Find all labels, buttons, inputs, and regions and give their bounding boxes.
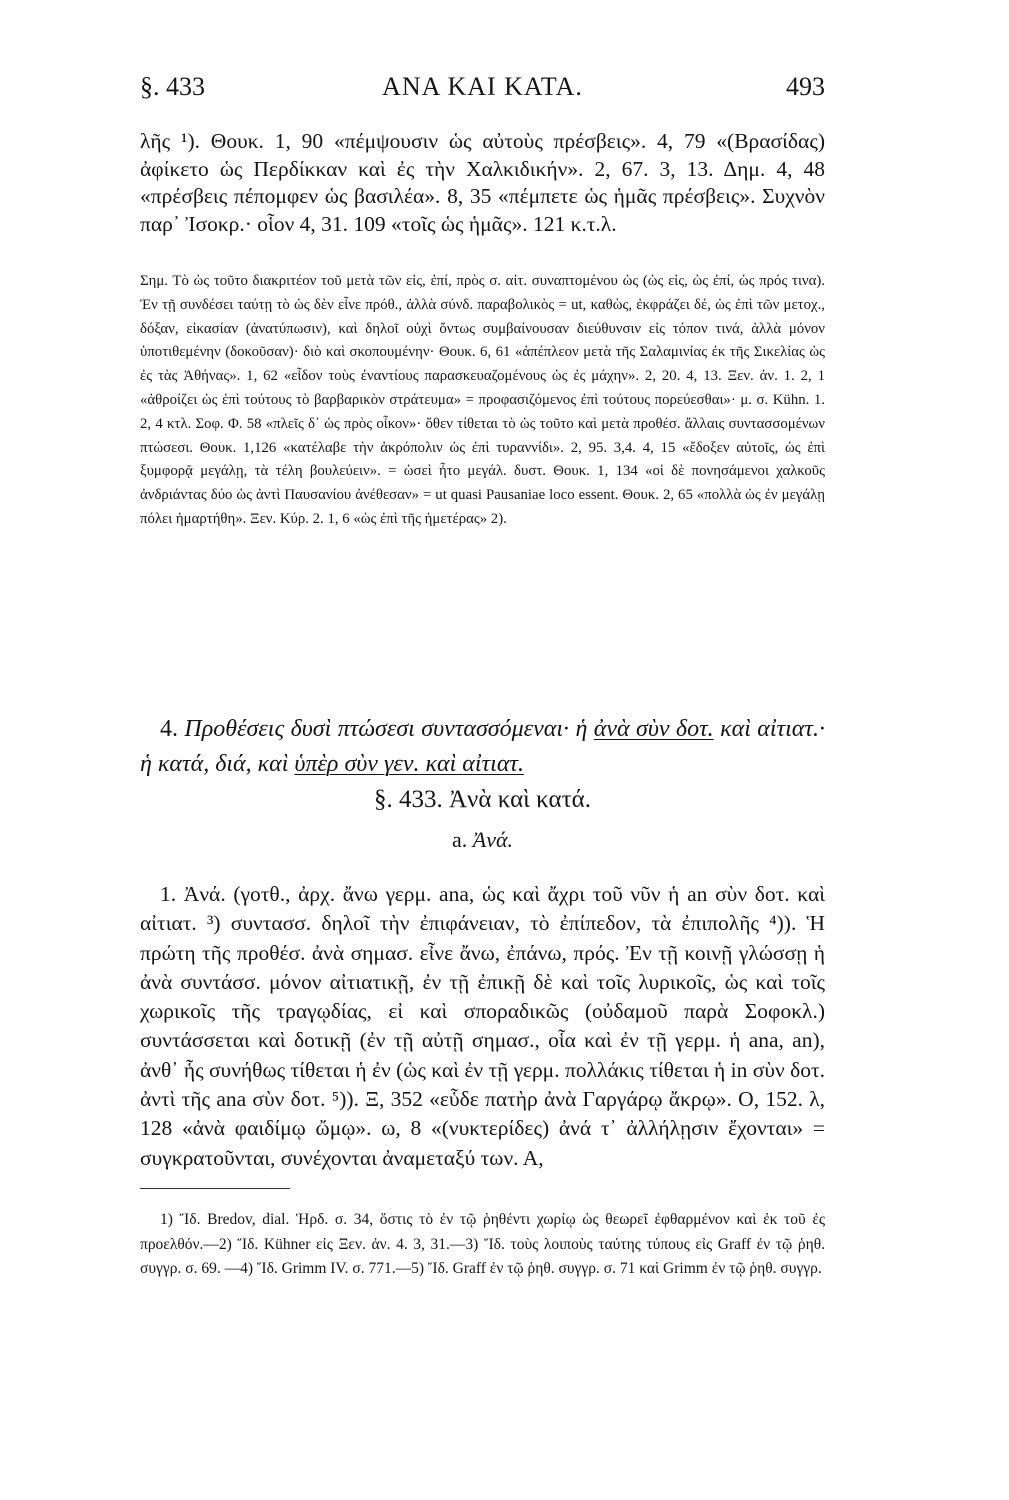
header-title: ΑΝΑ ΚΑΙ ΚΑΤΑ. <box>382 72 583 101</box>
footnotes: 1) Ἴδ. Bredov, dial. Ἡρδ. σ. 34, ὅστις τὸ ἐν τῷ ῥηθέντι χωρίῳ ὡς θεωρεῖ ἐφθαρμένον καὶ ἐκ τοῦ ἐς προελθόν.—2) Ἴδ. Kühner εἰς Ξεν. ἀν. 4. 3, 31.—3) Ἴδ. τοὺς λοιποὺς ταύτης τύπους εἰς Graff ἐν τῷ ῥηθ. συγγρ. σ. 69. —4) Ἴδ. Grimm IV. σ. 771.—5) Ἴδ. Graff ἐν τῷ ῥηθ. συγγρ. σ. 71 καὶ Grimm ἐν τῷ ῥηθ. συγγρ. <box>140 1211 825 1277</box>
rule-text-part-1: ἡ <box>575 716 588 742</box>
running-header <box>140 72 825 112</box>
rule-lead-text: Προθέσεις δυσὶ πτώσεσι συντασσόμεναι· <box>184 716 570 742</box>
underlined-phrase-1: ἀνὰ σὺν δοτ. <box>593 716 714 742</box>
note-paragraph: Σημ. Τὸ ὡς τοῦτο διακριτέον τοῦ μετὰ τῶν εἰς, ἐπί, πρὸς σ. αἰτ. συναπτομένου ὡς (ὡς εἰς, ὡς ἐπί, ὡς πρός τινα). Ἐν τῇ συνδέσει ταύτῃ τὸ ὡς δὲν εἶνε πρόθ., ἀλλὰ σύνδ. παραβολικὸς = ut, καθὼς, ἐκφράζει δέ, ὡς ἐπὶ τῶν μετοχ., δόξαν, εἰκασίαν (ἀνατύπωσιν), καὶ δηλοῖ οὐχὶ ὄντως συμβαίνουσαν διεύθυνσιν εἰς τόπον τινά, ἀλλὰ μόνον ὑποτιθεμένην (δοκοῦσαν)· διὸ καὶ σκοπουμένην· Θουκ. 6, 61 «ἀπέπλεον μετὰ τῆς Σαλαμινίας ἐκ τῆς Σικελίας ὡς ἐς τὰς Ἀθήνας». 1, 62 «εἶδον τοὺς ἐναντίους παρασκευαζομένους ὡς ἐς μάχην». 2, 20. 4, 13. Ξεν. ἀν. 1. 2, 1 «ἀθροίζει ὡς ἐπὶ τούτους τὸ βαρβαρικὸν στράτευμα» = προφασιζόμενος ἐπὶ τούτους πορεύεσθαι»· μ. σ. Kühn. 1. 2, 4 κτλ. Σοφ. Φ. 58 «πλεῖς δ᾽ ὡς πρὸς οἶκον»· ὅθεν τίθεται τὸ ὡς τοῦτο καὶ μετὰ προθέσ. ἄλλαις συντασσομένων πτώσεσι. Θουκ. 1,126 «κατέλαβε τὴν ἀκρόπολιν ὡς ἐπὶ τυραννίδι». 2, 95. 3,4. 4, 15 «ἔδοξεν αὐτοῖς, ὡς ἐπὶ ξυμφορᾷ μεγάλῃ, τὰ τέλη βουλεύειν». = ὡσεὶ ἦτο μεγάλ. δυστ. Θουκ. 1, 134 «οἱ δὲ πονησάμενοι χαλκοῦς ἀνδριάντας δύο ὡς ἀντὶ Παυσανίου ἀνέθεσαν» = ut quasi Pausaniae loco essent. Θουκ. 2, 65 «πολλὰ ὡς ἐν μεγάλῃ πόλει ἡμαρτήθη». Ξεν. Κύρ. 2. 1, 6 «ὡς ἐπὶ τῆς ἡμετέρας» 2). <box>140 273 825 527</box>
rule-number: 4. <box>160 716 178 742</box>
section-heading: §. 433. Ἀνὰ καὶ κατά. <box>373 786 592 813</box>
page-number: 493 <box>786 72 825 101</box>
header-section-number: §. 433 <box>140 72 205 101</box>
underlined-phrase-2: ὑπὲρ σὺν γεν. καὶ αἰτιατ. <box>294 751 525 777</box>
rule-paragraph <box>140 712 825 782</box>
main-paragraph: 1. Ἀνά. (γοτθ., ἀρχ. ἄνω γερμ. ana, ὡς καὶ ἄχρι τοῦ νῦν ἡ an σὺν δοτ. καὶ αἰτιατ. ³) συντασσ. δηλοῖ τὴν ἐπιφάνειαν, τὸ ἐπίπεδον, τὰ ἐπιπολῆς ⁴)). Ἡ πρώτη τῆς προθέσ. ἀνὰ σημασ. εἶνε ἄνω, ἐπάνω, πρός. Ἐν τῇ κοινῇ γλώσσῃ ἡ ἀνὰ συντάσσ. μόνον αἰτιατικῇ, ἐν τῇ ἐπικῇ δὲ καὶ τοῖς λυρικοῖς, ὡς καὶ τοῖς χωρικοῖς τῆς τραγῳδίας, εἰ καὶ σποραδικῶς (οὐδαμοῦ παρὰ Σοφοκλ.) συντάσσεται καὶ δοτικῇ (ἐν τῇ αὐτῇ σημασ., οἷα καὶ ἐν τῇ γερμ. ἡ ana, an), ἀνθ᾽ ἧς συνήθως τίθεται ἡ ἐν (ὡς καὶ ἐν τῇ γερμ. πολλάκις τίθεται ἡ in σὺν δοτ. ἀντὶ τῆς ana σὺν δοτ. ⁵)). Ξ, 352 «εὗδε πατὴρ ἀνὰ Γαργάρῳ ἄκρῳ». Ο, 152. λ, 128 «ἀνὰ φαιδίμῳ ὤμῳ». ω, 8 «(νυκτερίδες) ἀνά τ᾽ ἀλλήλῃσιν ἔχονται» = συγκρατοῦνται, συνέχονται ἀναμεταξύ των. Α, <box>140 882 825 1170</box>
footnote-divider <box>140 1188 290 1189</box>
subsection-letter: a. <box>451 827 468 852</box>
subsection-name: Ἀνά. <box>472 827 514 852</box>
rule-text-part-2: καὶ αἰτιατ.· ἡ κατά, διά, καὶ <box>140 716 825 777</box>
paragraph-continuation: λῆς ¹). Θουκ. 1, 90 «πέμψουσιν ὡς αὐτοὺς πρέσβεις». 4, 79 «(Βρασίδας) ἀφίκετο ὡς Περδίκκαν καὶ ἐς τὴν Χαλκιδικήν». 2, 67. 3, 13. Δημ. 4, 48 «πρέσβεις πέπομφεν ὡς βασιλέα». 8, 35 «πέμπετε ὡς ἡμᾶς πρέσβεις». Συχνὸν παρ᾽ Ἰσοκρ.· οἷον 4, 31. 109 «τοῖς ὡς ἡμᾶς». 121 κ.τ.λ. <box>140 129 825 236</box>
subsection-heading <box>140 827 825 853</box>
